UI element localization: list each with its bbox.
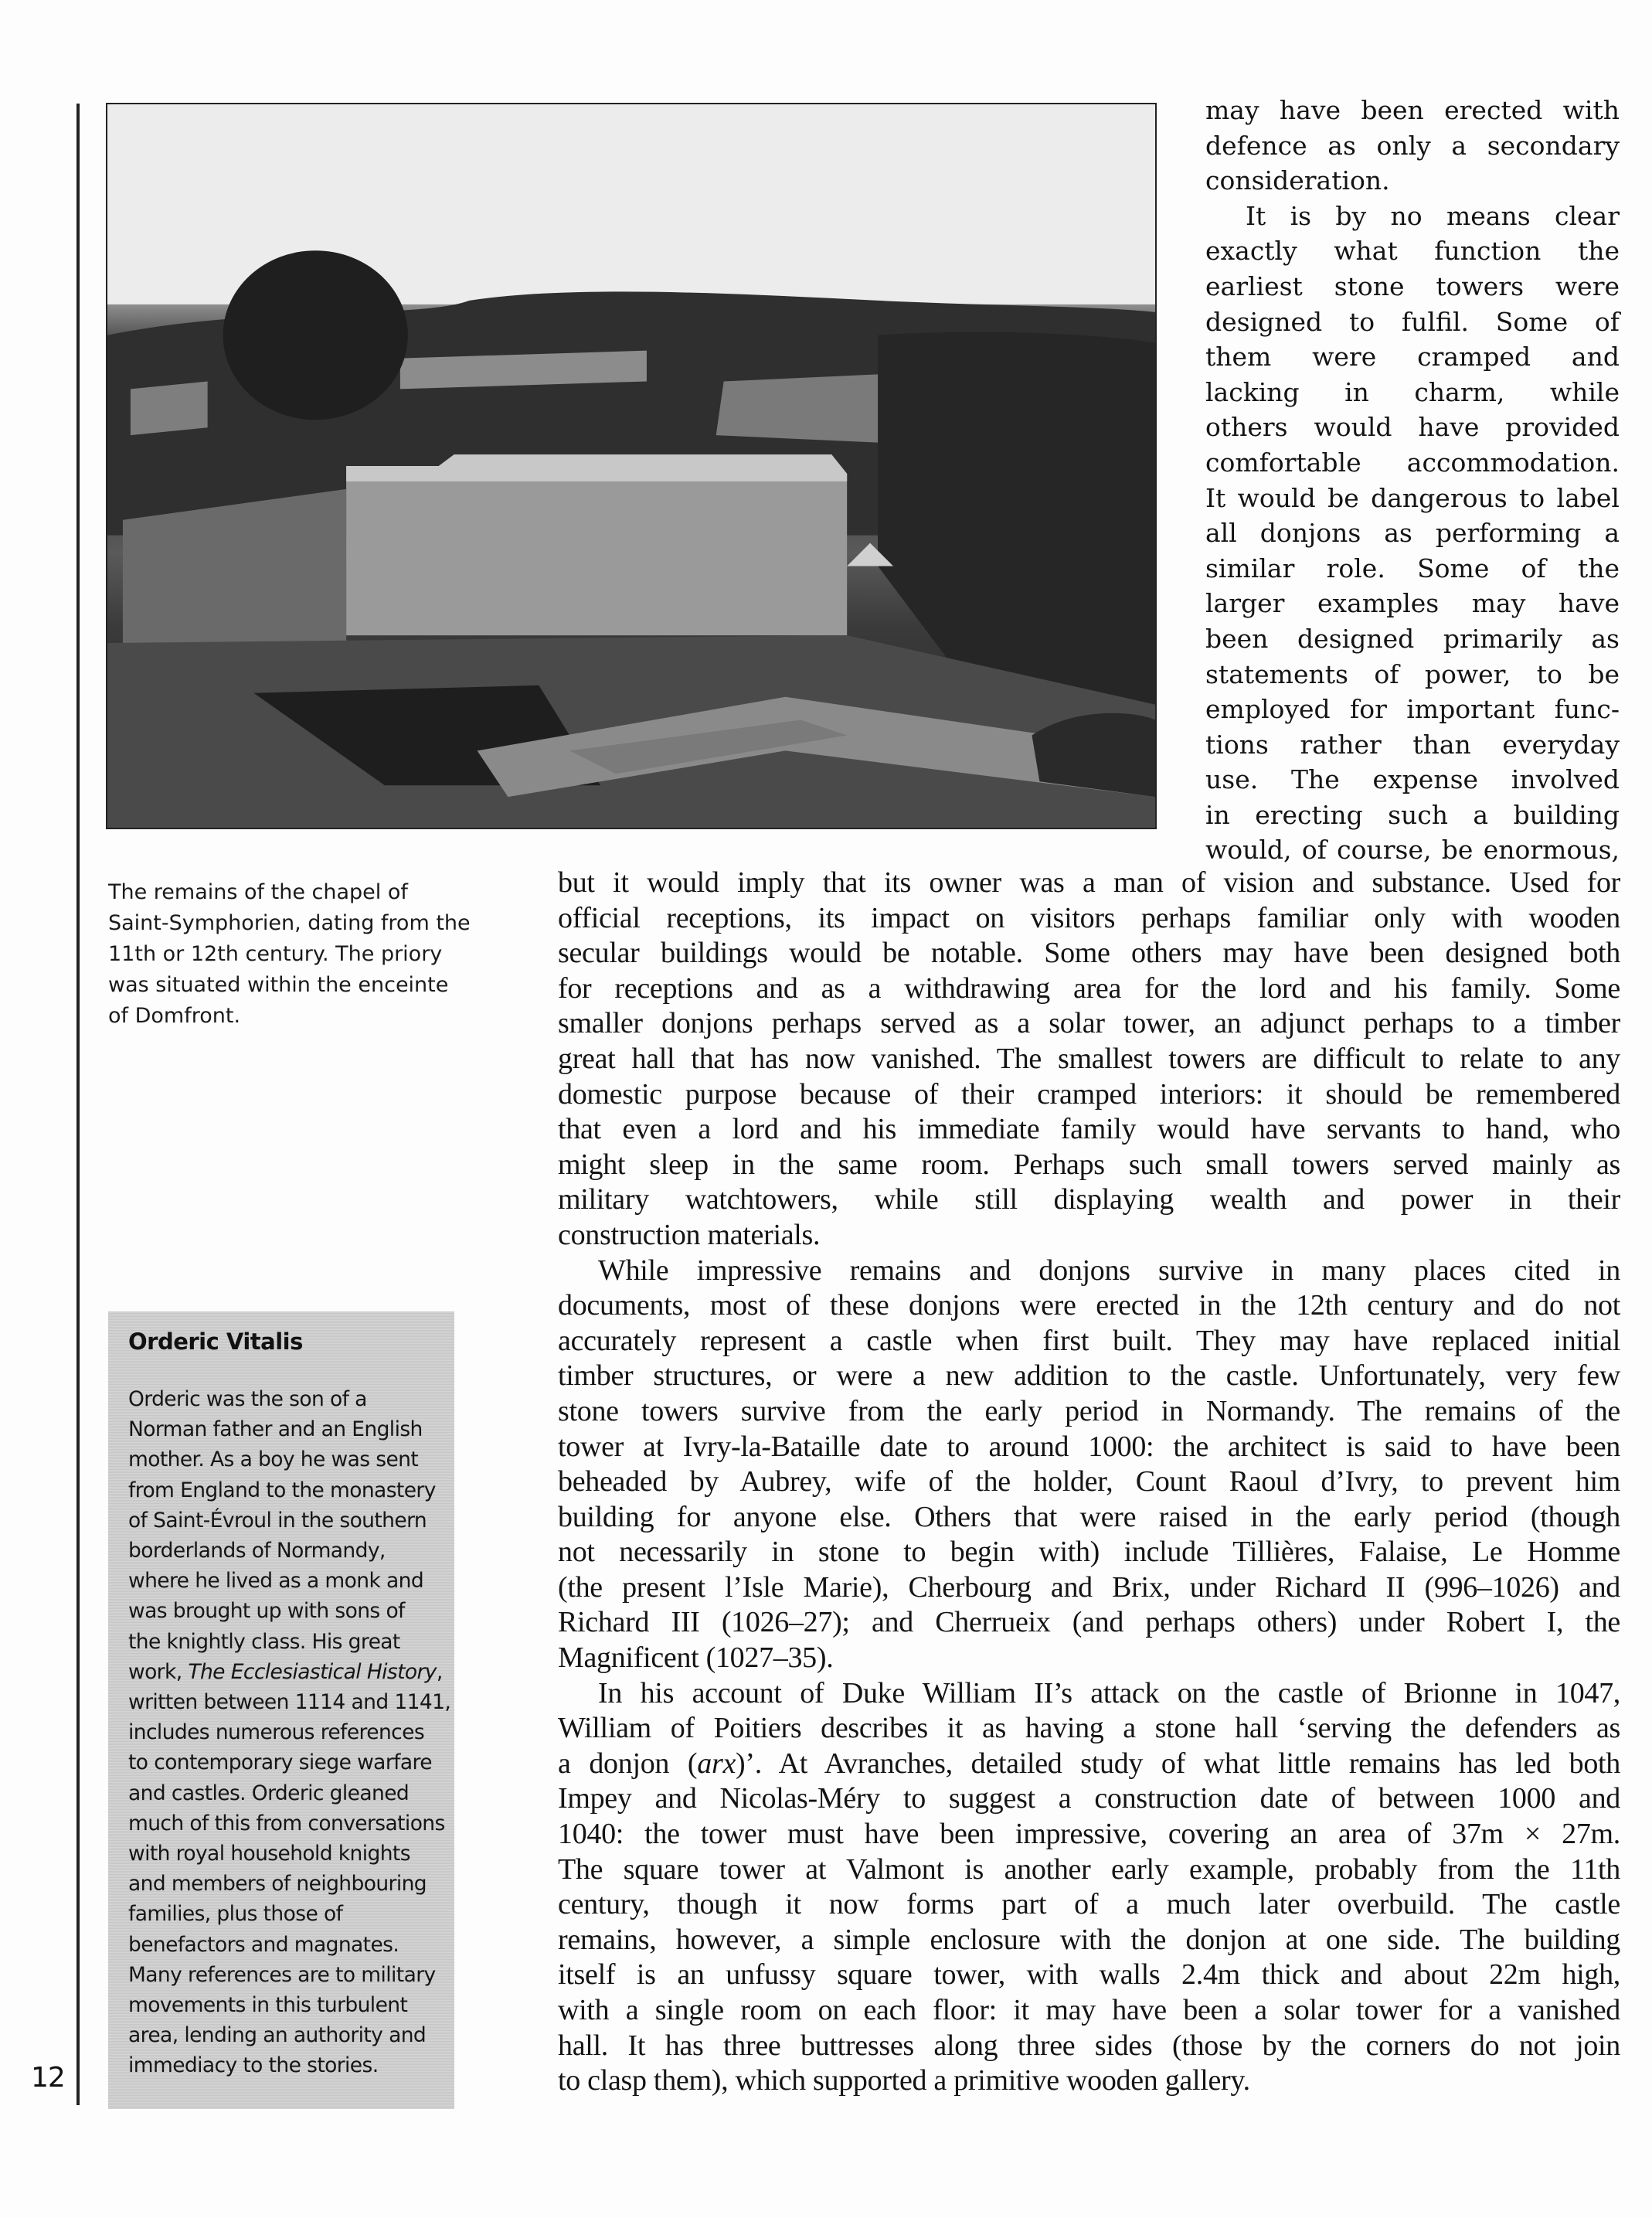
body-line: accurately represent a castle when first built. They may have replaced initial [558, 1324, 1620, 1357]
sidebar-box-orderic-vitalis [108, 1311, 454, 2109]
body-line: not necessarily in stone to begin with) include Tillières, Falaise, Le Homme [558, 1536, 1620, 1569]
caption-line: 11th or 12th century. The priory [108, 942, 443, 966]
body-line: defence as only a secondary [1205, 130, 1620, 161]
sidebar-line: Norman father and an English [128, 1417, 423, 1442]
body-line: century, though it now forms part of a much later overbuild. The castle [558, 1888, 1620, 1921]
body-text: )’. At Avranches, detailed study of what little remains has led both [736, 1747, 1620, 1780]
sidebar-title: Orderic Vitalis [128, 1328, 303, 1355]
body-line: in erecting such a building [1205, 799, 1620, 830]
right-column-text [1205, 93, 1620, 868]
sidebar-line: of Saint-Évroul in the southern [128, 1508, 427, 1533]
body-line: them were cramped and [1205, 342, 1620, 373]
body-line: construction materials. [558, 1218, 821, 1251]
body-line: others would have provided [1205, 412, 1620, 443]
body-line: domestic purpose because of their cramped interiors: it should be remembered [558, 1077, 1620, 1111]
body-text: a donjon ( [558, 1747, 698, 1780]
body-line: Impey and Nicolas-Méry to suggest a construction date of between 1000 and [558, 1782, 1620, 1815]
sidebar-line: written between 1114 and 1141, [128, 1690, 451, 1715]
body-line: with a single room on each floor: it may have been a solar tower for a vanished [558, 1994, 1620, 2026]
body-line: smaller donjons perhaps served as a solar tower, an adjunct perhaps to a timber [558, 1007, 1620, 1040]
sidebar-line: mother. As a boy he was sent [128, 1447, 419, 1472]
caption-line: was situated within the enceinte [108, 973, 449, 997]
body-line: designed to fulfil. Some of [1205, 306, 1620, 337]
body-line: documents, most of these donjons were erected in the 12th century and do not [558, 1289, 1620, 1322]
sidebar-line: immediacy to the stories. [128, 2053, 379, 2078]
sidebar-line: from England to the monastery [128, 1478, 436, 1502]
sidebar-line: and members of neighbouring [128, 1872, 427, 1897]
body-line: comfortable accommodation. [1205, 447, 1620, 478]
sidebar-line: with royal household knights [128, 1842, 410, 1866]
book-title-italic: The Ecclesiastical History [188, 1659, 437, 1684]
chapel-ruins-photo [106, 103, 1157, 829]
body-line: secular buildings would be notable. Some others may have been designed both [558, 937, 1620, 970]
photo-caption [108, 877, 510, 1032]
sidebar-line-with-italic [128, 1657, 453, 1687]
body-line: It would be dangerous to label [1205, 482, 1620, 513]
body-line: would, of course, be enormous, [1205, 835, 1620, 866]
body-line: Magnificent (1027–35). [558, 1641, 834, 1675]
body-line: statements of power, to be [1205, 658, 1620, 689]
sidebar-text: , [436, 1659, 443, 1684]
margin-rule [76, 104, 80, 2105]
body-line: use. The expense involved [1205, 764, 1620, 795]
sidebar-line: was brought up with sons of [128, 1599, 405, 1624]
body-line: hall. It has three buttresses along three sides (those by the corners do not join [558, 2029, 1620, 2062]
body-line: (the present l’Isle Marie), Cherbourg and Brix, under Richard II (996–1026) and [558, 1570, 1620, 1604]
caption-line: The remains of the chapel of [108, 880, 408, 904]
sidebar-line: borderlands of Normandy, [128, 1539, 386, 1563]
sidebar-line: and castles. Orderic gleaned [128, 1781, 410, 1805]
body-line: all donjons as performing a [1205, 518, 1620, 549]
body-line: employed for important func- [1205, 694, 1620, 725]
body-line: The square tower at Valmont is another early example, probably from the 11th [558, 1852, 1620, 1886]
body-line: great hall that has now vanished. The smallest towers are difficult to relate to any [558, 1042, 1620, 1075]
sidebar-line: families, plus those of [128, 1902, 343, 1927]
page-number: 12 [31, 2062, 65, 2094]
latin-term-italic: arx [697, 1747, 736, 1780]
main-body-text [558, 866, 1620, 2099]
body-line: been designed primarily as [1205, 623, 1620, 654]
sidebar-line: Orderic was the son of a [128, 1387, 367, 1411]
body-line: tower at Ivry-la-Bataille date to around 1000: the architect is said to have been [558, 1430, 1620, 1463]
body-line-with-italic [558, 1747, 1620, 1782]
body-line: 1040: the tower must have been impressive, covering an area of 37m × 27m. [558, 1818, 1620, 1851]
sidebar-line: area, lending an authority and [128, 2023, 427, 2048]
body-line: lacking in charm, while [1205, 376, 1620, 407]
body-line: earliest stone towers were [1205, 270, 1620, 301]
body-line: building for anyone else. Others that were raised in the early period (though [558, 1500, 1620, 1533]
body-line: William of Poitiers describes it as having a stone hall ‘serving the defenders as [558, 1712, 1620, 1745]
body-line: stone towers survive from the early period in Normandy. The remains of the [558, 1394, 1620, 1427]
sidebar-line: includes numerous references [128, 1720, 425, 1745]
sidebar-line: the knightly class. His great [128, 1629, 400, 1654]
sidebar-line: Many references are to military [128, 1962, 436, 1987]
paragraph-start-line: In his account of Duke William II’s attack on the castle of Brionne in 1047, [598, 1676, 1620, 1709]
sidebar-body [128, 1384, 453, 2081]
sidebar-text: work, [128, 1659, 189, 1684]
caption-line: of Domfront. [108, 1004, 241, 1028]
body-line: consideration. [1205, 165, 1390, 196]
caption-line: Saint-Symphorien, dating from the [108, 911, 471, 935]
photo-illustration [107, 104, 1155, 828]
sidebar-line: benefactors and magnates. [128, 1932, 399, 1957]
body-line: might sleep in the same room. Perhaps such small towers served mainly as [558, 1148, 1620, 1181]
body-line: may have been erected with [1205, 95, 1620, 125]
body-line: beheaded by Aubrey, wife of the holder, Count Raoul d’Ivry, to prevent him [558, 1465, 1620, 1499]
body-line: for receptions and as a withdrawing area for the lord and his family. Some [558, 971, 1620, 1005]
paragraph-start-line: While impressive remains and donjons survive in many places cited in [598, 1254, 1620, 1287]
body-line: exactly what function the [1205, 236, 1620, 267]
body-line: official receptions, its impact on visitors perhaps familiar only with wooden [558, 901, 1620, 934]
body-line: similar role. Some of the [1205, 553, 1620, 583]
body-line: military watchtowers, while still displaying wealth and power in their [558, 1183, 1620, 1216]
body-line: tions rather than everyday [1205, 729, 1620, 760]
body-line: to clasp them), which supported a primitive wooden gallery. [558, 2064, 1250, 2097]
sidebar-line: movements in this turbulent [128, 1993, 408, 2018]
body-line: but it would imply that its owner was a man of vision and substance. Used for [558, 866, 1620, 899]
body-line: larger examples may have [1205, 588, 1620, 619]
sidebar-line: much of this from conversations [128, 1811, 445, 1835]
sidebar-line: where he lived as a monk and [128, 1569, 424, 1594]
body-line: itself is an unfussy square tower, with walls 2.4m thick and about 22m high, [558, 1958, 1620, 1992]
body-line: that even a lord and his immediate family would have servants to hand, who [558, 1113, 1620, 1146]
paragraph-start-line: It is by no means clear [1246, 200, 1620, 231]
body-line: Richard III (1026–27); and Cherrueix (and perhaps others) under Robert I, the [558, 1606, 1620, 1639]
body-line: timber structures, or were a new addition to the castle. Unfortunately, very few [558, 1359, 1620, 1393]
sidebar-line: to contemporary siege warfare [128, 1750, 432, 1775]
body-line: remains, however, a simple enclosure with the donjon at one side. The building [558, 1923, 1620, 1956]
